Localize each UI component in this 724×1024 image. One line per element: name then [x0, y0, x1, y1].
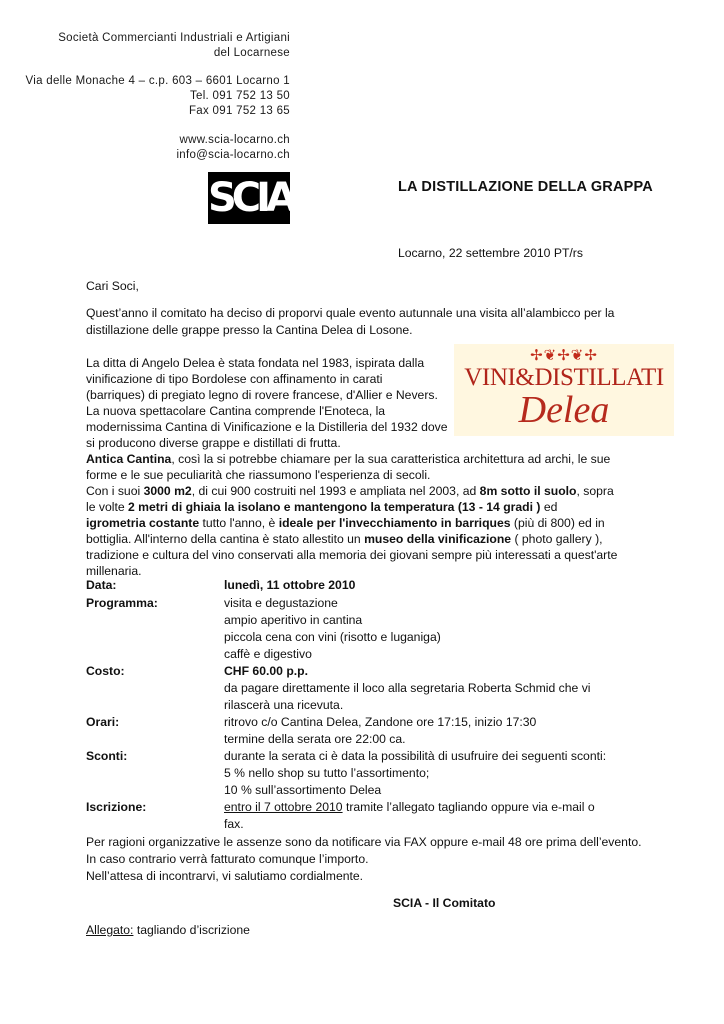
signature: SCIA - Il Comitato — [393, 896, 496, 910]
sconti-value: 5 % nello shop su tutto l’assortimento; — [224, 766, 430, 780]
place-date: Locarno, 22 settembre 2010 PT/rs — [398, 246, 583, 260]
iscrizione-value: entro il 7 ottobre 2010 tramite l’allegato tagliando oppure via e-mail o — [224, 800, 595, 814]
org-address: Via delle Monache 4 – c.p. 603 – 6601 Locarno 1 — [25, 75, 290, 87]
data-value: lunedì, 11 ottobre 2010 — [224, 578, 356, 592]
sconti-label: Sconti: — [86, 749, 128, 763]
org-name-line1: Società Commercianti Industriali e Artigiani — [58, 32, 290, 44]
body-line: modernissima Cantina di Vinificazione e la Distilleria del 1932 dove — [86, 420, 448, 434]
sconti-value: durante la serata ci è data la possibilità di usufruire dei seguenti sconti: — [224, 749, 607, 763]
costo-value: CHF 60.00 p.p. — [224, 664, 308, 678]
allegato-label: Allegato: — [86, 923, 134, 937]
org-name-line2: del Locarnese — [213, 47, 290, 59]
org-fax: Fax 091 752 13 65 — [188, 105, 290, 117]
costo-note: rilascerà una ricevuta. — [224, 698, 344, 712]
costo-note: da pagare direttamente il loco alla segretaria Roberta Schmid che vi — [224, 681, 591, 695]
scia-logo: SCIA — [208, 172, 290, 224]
allegato: Allegato: tagliando d’iscrizione — [86, 923, 250, 937]
closing-line: Per ragioni organizzative le assenze sono da notificare via FAX oppure e-mail 48 ore prima dell’evento. — [86, 835, 642, 849]
sconti-value: 10 % sull’assortimento Delea — [224, 783, 382, 797]
org-tel: Tel. 091 752 13 50 — [189, 90, 290, 102]
intro-line: distillazione delle grappe presso la Cantina Delea di Losone. — [86, 323, 413, 337]
costo-label: Costo: — [86, 664, 125, 678]
body-line: si producono diverse grappe e distillati di frutta. — [86, 436, 341, 450]
body-line: vinificazione di tipo Bordolese con affinamento in carati — [86, 372, 383, 386]
document-title: LA DISTILLAZIONE DELLA GRAPPA — [398, 179, 653, 195]
iscrizione-label: Iscrizione: — [86, 800, 147, 814]
body-line: bottiglia. All'interno della cantina è stato allestito un museo della vinificazione ( photo gallery ), — [86, 532, 603, 546]
body-line: Antica Cantina, così la si potrebbe chiamare per la sua caratteristica architettura ad archi, le sue — [86, 452, 611, 466]
closing-line: In caso contrario verrà fatturato comunque l’importo. — [86, 852, 369, 866]
programma-item: ampio aperitivo in cantina — [224, 613, 363, 627]
ornament-icons: ✢❦✢❦✢ — [530, 347, 598, 364]
org-email: info@scia-locarno.ch — [176, 149, 290, 161]
body-line: La ditta di Angelo Delea è stata fondata nel 1983, ispirata dalla — [86, 356, 425, 370]
programma-item: visita e degustazione — [224, 596, 338, 610]
body-line: La nuova spettacolare Cantina comprende l'Enoteca, la — [86, 404, 386, 418]
vini-logo-title: VINI&DISTILLATI — [464, 364, 664, 391]
body-line: (barriques) di pregiato legno di rovere francese, d'Allier e Nevers. — [86, 388, 438, 402]
body-line: millenaria. — [86, 564, 142, 578]
orari-label: Orari: — [86, 715, 120, 729]
orari-value: ritrovo c/o Cantina Delea, Zandone ore 17:15, inizio 17:30 — [224, 715, 537, 729]
programma-label: Programma: — [86, 596, 158, 610]
programma-item: caffè e digestivo — [224, 647, 312, 661]
greeting: Cari Soci, — [86, 279, 139, 293]
body-line: forme e le sue peculiarità che riassumono l'esperienza di secoli. — [86, 468, 431, 482]
body-line: le volte 2 metri di ghiaia la isolano e mantengono la temperatura (13 - 14 gradi ) ed — [86, 500, 558, 514]
iscrizione-value: fax. — [224, 817, 244, 831]
body-line: Con i suoi 3000 m2, di cui 900 costruiti nel 1993 e ampliata nel 2003, ad 8m sotto il suolo, sopra — [86, 484, 614, 498]
body-line: tradizione e cultura del vino conservati alla memoria dei giovani sempre più interessati a quest'arte — [86, 548, 618, 562]
intro-line: Quest’anno il comitato ha deciso di proporvi quale evento autunnale una visita all’alambicco per la — [86, 306, 615, 320]
orari-value: termine della serata ore 22:00 ca. — [224, 732, 406, 746]
programma-item: piccola cena con vini (risotto e luganiga) — [224, 630, 441, 644]
vini-logo-signature: Delea — [518, 389, 610, 431]
iscrizione-deadline: entro il 7 ottobre 2010 — [224, 800, 343, 814]
data-label: Data: — [86, 578, 117, 592]
vini-distillati-delea-logo — [454, 344, 674, 436]
body-line: igrometria costante tutto l'anno, è ideale per l'invecchiamento in barriques (più di 800) ed in — [86, 516, 605, 530]
closing-line: Nell’attesa di incontrarvi, vi salutiamo cordialmente. — [86, 869, 364, 883]
org-website: www.scia-locarno.ch — [179, 134, 290, 146]
